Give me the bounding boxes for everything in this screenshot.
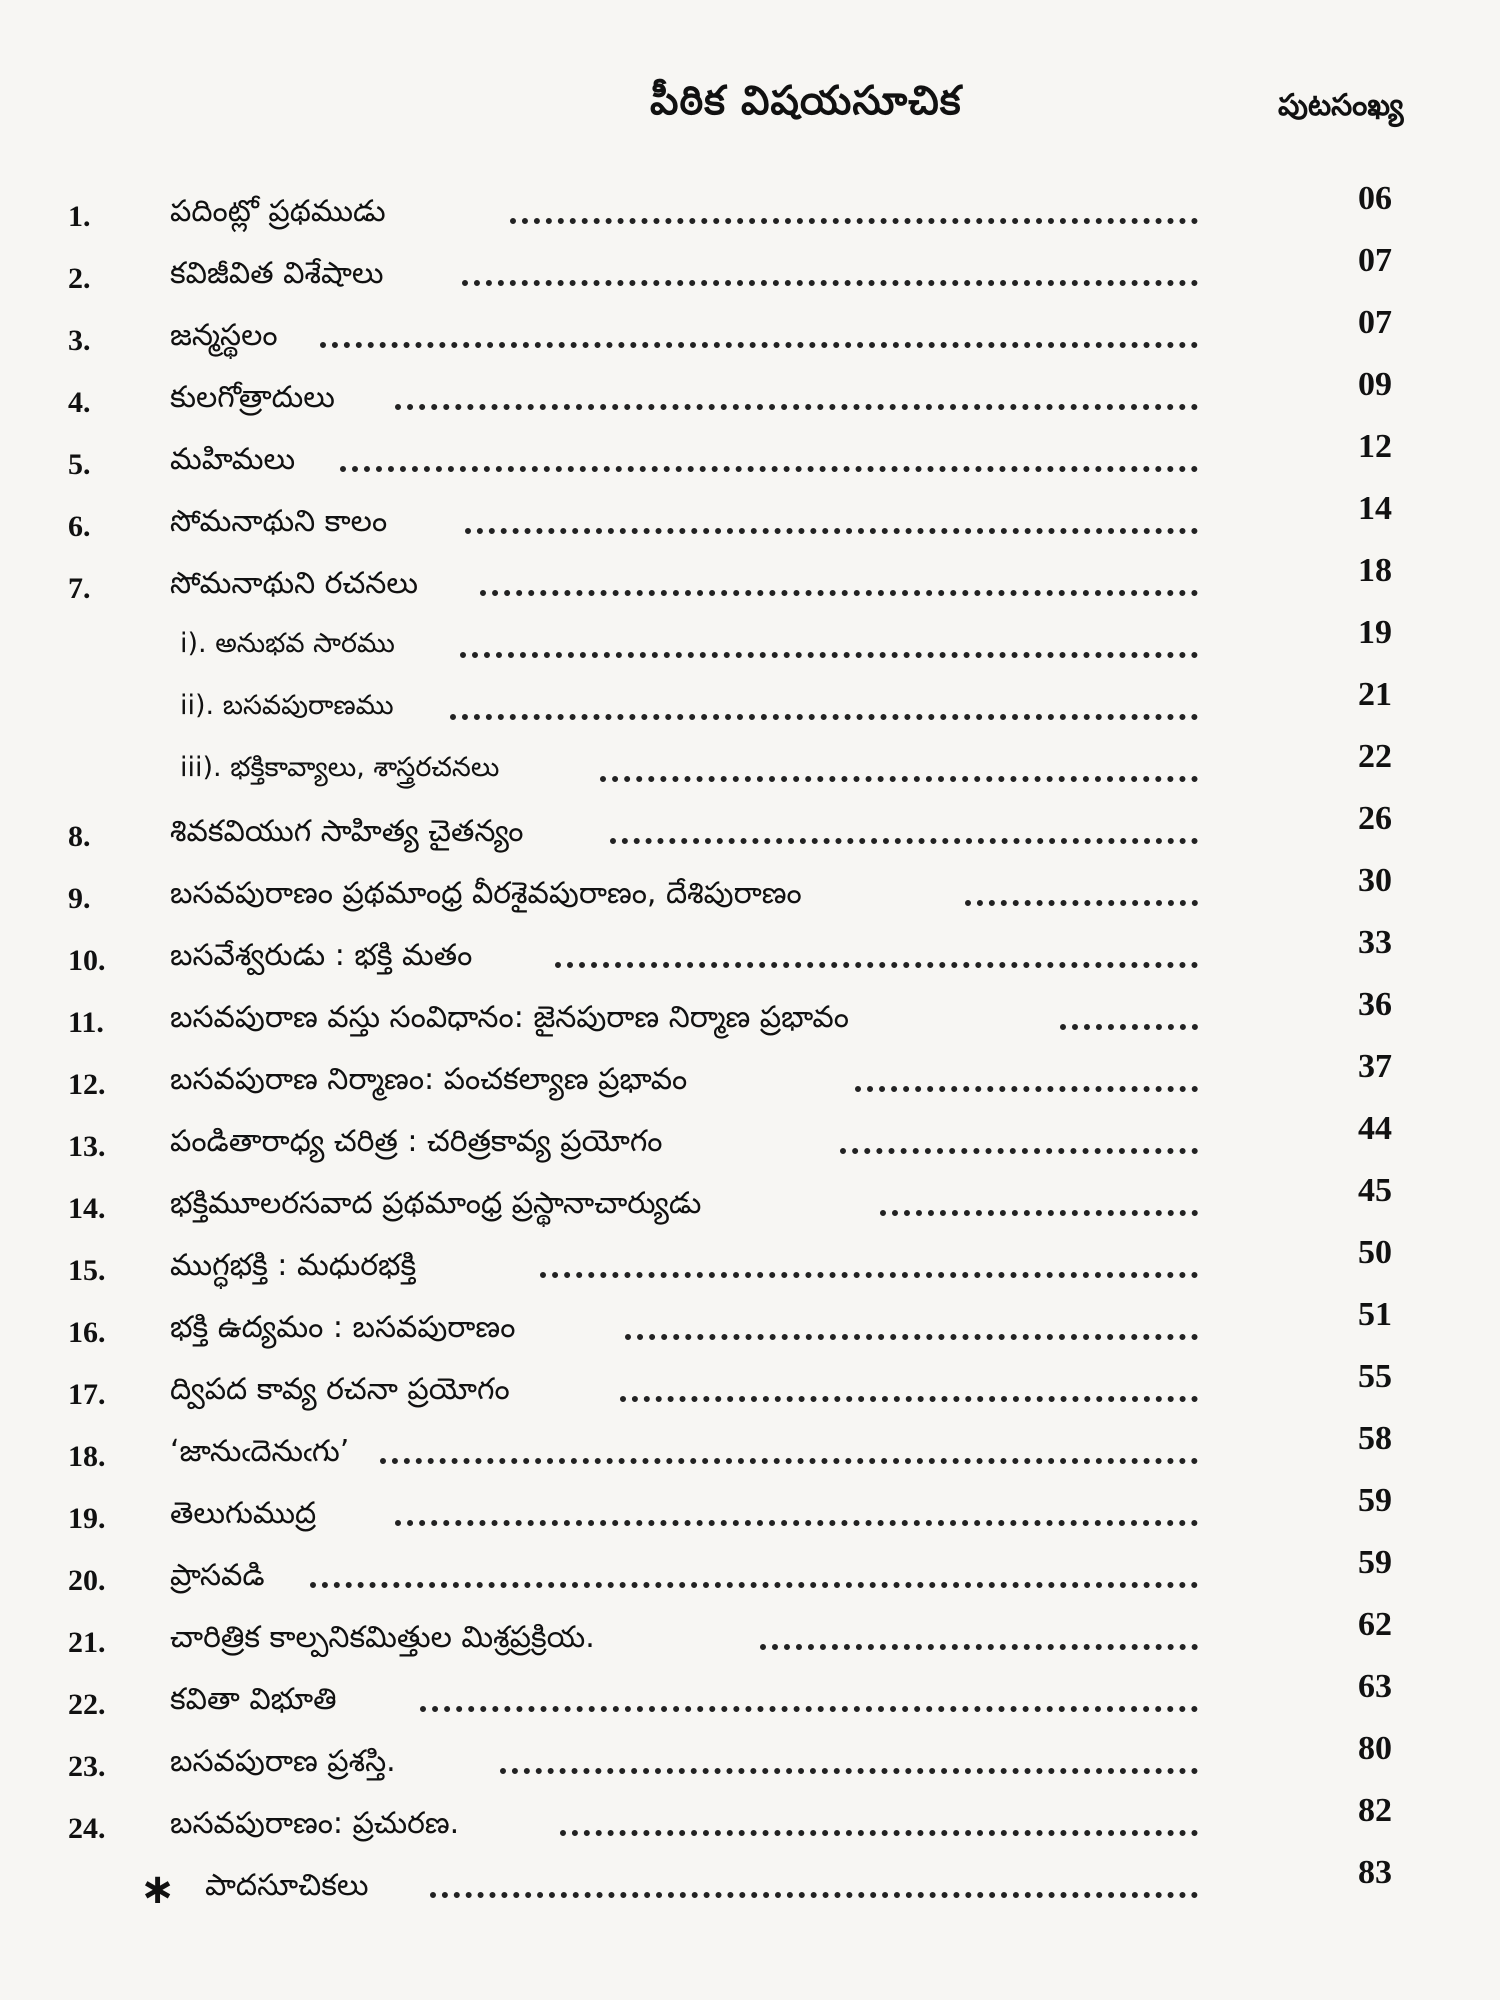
entry-page-number: 59 bbox=[1358, 1482, 1392, 1519]
entry-page-number: 19 bbox=[1358, 614, 1392, 651]
entry-page-number: 22 bbox=[1358, 738, 1392, 775]
entry-number: 6. bbox=[68, 510, 91, 543]
entry-number: 19. bbox=[68, 1502, 106, 1535]
entry-page-number: 07 bbox=[1358, 242, 1392, 279]
toc-entry-24 bbox=[0, 1792, 1500, 1858]
dot-leader bbox=[380, 1458, 1198, 1464]
entry-page-number: 30 bbox=[1358, 862, 1392, 899]
dot-leader bbox=[760, 1644, 1198, 1650]
entry-number: 23. bbox=[68, 1750, 106, 1783]
entry-page-number: 63 bbox=[1358, 1668, 1392, 1705]
entry-number: 24. bbox=[68, 1812, 106, 1845]
toc-entry-15 bbox=[0, 1234, 1500, 1300]
toc-entry-18 bbox=[0, 1420, 1500, 1486]
entry-number: 17. bbox=[68, 1378, 106, 1411]
toc-entry-20 bbox=[0, 1544, 1500, 1610]
toc-entry-6 bbox=[0, 490, 1500, 556]
entry-number: 9. bbox=[68, 882, 91, 915]
entry-page-number: 18 bbox=[1358, 552, 1392, 589]
dot-leader bbox=[625, 1334, 1198, 1340]
dot-leader bbox=[480, 590, 1198, 596]
entry-title: కవితా విభూతి bbox=[170, 1682, 337, 1717]
dot-leader bbox=[560, 1830, 1198, 1836]
entry-title: బసవపురాణ నిర్మాణం: పంచకల్యాణ ప్రభావం bbox=[170, 1062, 688, 1097]
toc-entry-12 bbox=[0, 1048, 1500, 1114]
entry-title: ముగ్ధభక్తి : మధురభక్తి bbox=[170, 1248, 417, 1283]
entry-page-number: 37 bbox=[1358, 1048, 1392, 1085]
entry-number: 14. bbox=[68, 1192, 106, 1225]
dot-leader bbox=[320, 342, 1198, 348]
entry-title: జన్మస్థలం bbox=[170, 318, 278, 353]
entry-page-number: 83 bbox=[1358, 1854, 1392, 1891]
entry-page-number: 62 bbox=[1358, 1606, 1392, 1643]
dot-leader bbox=[420, 1706, 1198, 1712]
dot-leader bbox=[462, 280, 1198, 286]
dot-leader bbox=[540, 1272, 1198, 1278]
entry-title: భక్తిమూలరసవాద ప్రథమాంధ్ర ప్రస్థానాచార్యుడు bbox=[170, 1186, 702, 1221]
dot-leader bbox=[450, 714, 1198, 720]
entry-number: 4. bbox=[68, 386, 91, 419]
toc-entry-23 bbox=[0, 1730, 1500, 1796]
entry-number: 5. bbox=[68, 448, 91, 481]
entry-title: బసవపురాణ వస్తు సంవిధానం: జైనపురాణ నిర్మాణ ప్రభావం bbox=[170, 1000, 849, 1035]
dot-leader bbox=[395, 1520, 1198, 1526]
dot-leader bbox=[465, 528, 1198, 534]
dot-leader bbox=[855, 1086, 1198, 1092]
dot-leader bbox=[600, 776, 1198, 782]
dot-leader bbox=[460, 652, 1198, 658]
entry-page-number: 06 bbox=[1358, 180, 1392, 217]
dot-leader bbox=[840, 1148, 1198, 1154]
entry-title: బసవపురాణం ప్రథమాంధ్ర వీరశైవపురాణం, దేశిపురాణం bbox=[170, 876, 802, 911]
entry-number: 10. bbox=[68, 944, 106, 977]
entry-number: 8. bbox=[68, 820, 91, 853]
entry-title: iii). భక్తికావ్యాలు, శాస్త్రరచనలు bbox=[180, 752, 500, 783]
toc-entry-2 bbox=[0, 242, 1500, 308]
entry-page-number: 59 bbox=[1358, 1544, 1392, 1581]
toc-subentry-7-iii bbox=[0, 738, 1500, 804]
entry-title: ద్విపద కావ్య రచనా ప్రయోగం bbox=[170, 1372, 510, 1407]
toc-entry-8 bbox=[0, 800, 1500, 866]
toc-entry-7 bbox=[0, 552, 1500, 618]
toc-entry-footnotes bbox=[0, 1854, 1500, 1920]
asterisk-icon: ∗ bbox=[140, 1864, 176, 1913]
entry-title: పాదసూచికలు bbox=[205, 1868, 369, 1903]
entry-number: 13. bbox=[68, 1130, 106, 1163]
dot-leader bbox=[1060, 1024, 1198, 1030]
entry-page-number: 07 bbox=[1358, 304, 1392, 341]
toc-entry-9 bbox=[0, 862, 1500, 928]
dot-leader bbox=[555, 962, 1198, 968]
entry-title: తెలుగుముద్ర bbox=[170, 1496, 317, 1531]
entry-title: పదింట్లో ప్రథముడు bbox=[170, 194, 386, 229]
entry-page-number: 80 bbox=[1358, 1730, 1392, 1767]
entry-page-number: 36 bbox=[1358, 986, 1392, 1023]
toc-entry-19 bbox=[0, 1482, 1500, 1548]
entry-page-number: 14 bbox=[1358, 490, 1392, 527]
entry-title: i). అనుభవ సారము bbox=[180, 628, 395, 659]
toc-entry-5 bbox=[0, 428, 1500, 494]
entry-title: చారిత్రిక కాల్పనికమిత్తుల మిశ్రప్రక్రియ. bbox=[170, 1620, 595, 1655]
toc-entry-11 bbox=[0, 986, 1500, 1052]
entry-page-number: 09 bbox=[1358, 366, 1392, 403]
entry-page-number: 50 bbox=[1358, 1234, 1392, 1271]
dot-leader bbox=[610, 838, 1198, 844]
entry-page-number: 12 bbox=[1358, 428, 1392, 465]
entry-title: బసవపురాణ ప్రశస్తి. bbox=[170, 1744, 396, 1779]
toc-entry-16 bbox=[0, 1296, 1500, 1362]
entry-page-number: 33 bbox=[1358, 924, 1392, 961]
toc-entry-3 bbox=[0, 304, 1500, 370]
entry-title: ప్రాసవడి bbox=[170, 1558, 265, 1593]
entry-number: 18. bbox=[68, 1440, 106, 1473]
dot-leader bbox=[880, 1210, 1198, 1216]
entry-title: సోమనాథుని కాలం bbox=[170, 504, 388, 539]
dot-leader bbox=[500, 1768, 1198, 1774]
entry-title: కులగోత్రాదులు bbox=[170, 380, 335, 415]
toc-entry-14 bbox=[0, 1172, 1500, 1238]
entry-title: ‘జానుఁదెనుఁగు’ bbox=[170, 1434, 350, 1469]
entry-title: మహిమలు bbox=[170, 442, 296, 477]
dot-leader bbox=[395, 404, 1198, 410]
entry-title: బసవేశ్వరుడు : భక్తి మతం bbox=[170, 938, 473, 973]
dot-leader bbox=[310, 1582, 1198, 1588]
entry-title: భక్తి ఉద్యమం : బసవపురాణం bbox=[170, 1310, 516, 1345]
entry-page-number: 58 bbox=[1358, 1420, 1392, 1457]
toc-entry-4 bbox=[0, 366, 1500, 432]
entry-title: బసవపురాణం: ప్రచురణ. bbox=[170, 1806, 460, 1841]
entry-number: 7. bbox=[68, 572, 91, 605]
toc-entry-22 bbox=[0, 1668, 1500, 1734]
toc-subentry-7-i bbox=[0, 614, 1500, 680]
dot-leader bbox=[620, 1396, 1198, 1402]
entry-page-number: 26 bbox=[1358, 800, 1392, 837]
toc-subentry-7-ii bbox=[0, 676, 1500, 742]
entry-number: 12. bbox=[68, 1068, 106, 1101]
entry-page-number: 44 bbox=[1358, 1110, 1392, 1147]
entry-number: 2. bbox=[68, 262, 91, 295]
toc-entry-10 bbox=[0, 924, 1500, 990]
entry-page-number: 55 bbox=[1358, 1358, 1392, 1395]
dot-leader bbox=[965, 900, 1198, 906]
entry-number: 22. bbox=[68, 1688, 106, 1721]
entry-title: శివకవియుగ సాహిత్య చైతన్యం bbox=[170, 814, 524, 849]
dot-leader bbox=[430, 1892, 1198, 1898]
entry-page-number: 45 bbox=[1358, 1172, 1392, 1209]
entry-number: 15. bbox=[68, 1254, 106, 1287]
entry-page-number: 82 bbox=[1358, 1792, 1392, 1829]
entry-title: సోమనాథుని రచనలు bbox=[170, 566, 418, 601]
page-number-column-header: పుటసంఖ్య bbox=[1278, 88, 1404, 123]
entry-number: 1. bbox=[68, 200, 91, 233]
toc-entry-17 bbox=[0, 1358, 1500, 1424]
entry-title: పండితారాధ్య చరిత్ర : చరిత్రకావ్య ప్రయోగం bbox=[170, 1124, 663, 1159]
entry-number: 3. bbox=[68, 324, 91, 357]
entry-page-number: 51 bbox=[1358, 1296, 1392, 1333]
dot-leader bbox=[510, 218, 1198, 224]
page-title: పీఠిక విషయసూచిక bbox=[650, 78, 962, 124]
entry-number: 16. bbox=[68, 1316, 106, 1349]
dot-leader bbox=[340, 466, 1198, 472]
toc-entry-13 bbox=[0, 1110, 1500, 1176]
entry-number: 21. bbox=[68, 1626, 106, 1659]
entry-title: కవిజీవిత విశేషాలు bbox=[170, 256, 384, 291]
entry-number: 11. bbox=[68, 1006, 104, 1039]
toc-entry-21 bbox=[0, 1606, 1500, 1672]
entry-page-number: 21 bbox=[1358, 676, 1392, 713]
toc-entry-1 bbox=[0, 180, 1500, 246]
entry-title: ii). బసవపురాణము bbox=[180, 690, 394, 721]
entry-number: 20. bbox=[68, 1564, 106, 1597]
